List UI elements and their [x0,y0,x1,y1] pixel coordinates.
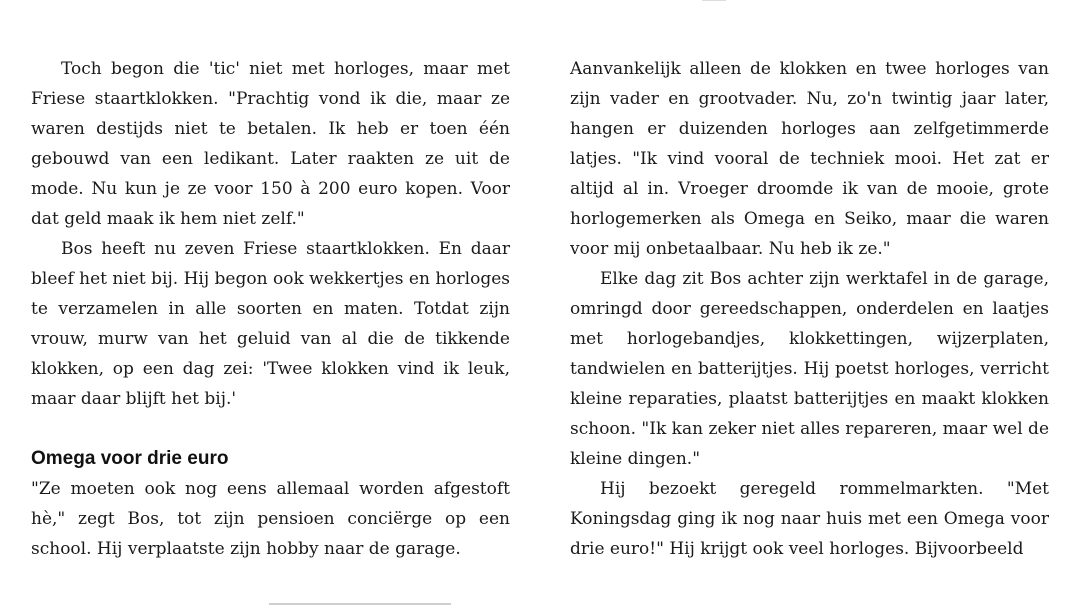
section-spacer [31,414,510,444]
section-heading: Omega voor drie euro [31,448,229,469]
top-divider [702,0,726,1]
paragraph-aanvankelijk: Aanvankelijk alleen de klokken en twee horloges van zijn vader en grootvader. Nu, zo'n twintig jaar later, hangen er duizenden horloges aan zelfgetimmerde latjes. "Ik vind vooral de techniek mooi. Het zat er altijd al in. Vroeger droomde ik van de mooie, grote horlogemerken als Omega en Seiko, maar die waren voor mij onbetaalbaar. Nu heb ik ze." [570,59,1049,259]
bottom-divider [269,603,451,605]
paragraph-friese-staartklokken: Toch begon die 'tic' niet met horloges, maar met Friese staartklokken. "Prachtig vond ik die, maar ze waren destijds niet te betalen. Ik heb er toen één gebouwd van een ledikant. Later raakten ze uit de mode. Nu kun je ze voor 150 à 200 euro kopen. Voor dat geld maak ik hem niet zelf." [31,59,510,229]
paragraph-werktafel: Elke dag zit Bos achter zijn werktafel in de garage, omringd door gereedschappen, onderdelen en laatjes met horlogebandjes, klokkettingen, wijzerplaten, tandwielen en batterijtjes. Hij poetst horloges, verricht kleine reparaties, plaatst batterijtjes en maakt klokken schoon. "Ik kan zeker niet alles repareren, maar wel de kleine dingen." [570,269,1049,469]
paragraph-rommelmarkten: Hij bezoekt geregeld rommelmarkten. "Met Koningsdag ging ik nog naar huis met een Omega voor drie euro!" Hij krijgt ook veel horloges. Bijvoorbeeld [570,479,1049,559]
paragraph-afgestoft: "Ze moeten ook nog eens allemaal worden afgestoft hè," zegt Bos, tot zijn pensioen conciërge op een school. Hij verplaatste zijn hobby naar de garage. [31,479,510,559]
paragraph-zeven-klokken: Bos heeft nu zeven Friese staartklokken. En daar bleef het niet bij. Hij begon ook wekkertjes en horloges te verzamelen in alle soorten en maten. Totdat zijn vrouw, murw van het geluid van al die de tikkende klokken, op een dag zei: 'Twee klokken vind ik leuk, maar daar blijft het bij.' [31,239,510,409]
left-column [31,54,510,564]
right-column [570,54,1049,564]
